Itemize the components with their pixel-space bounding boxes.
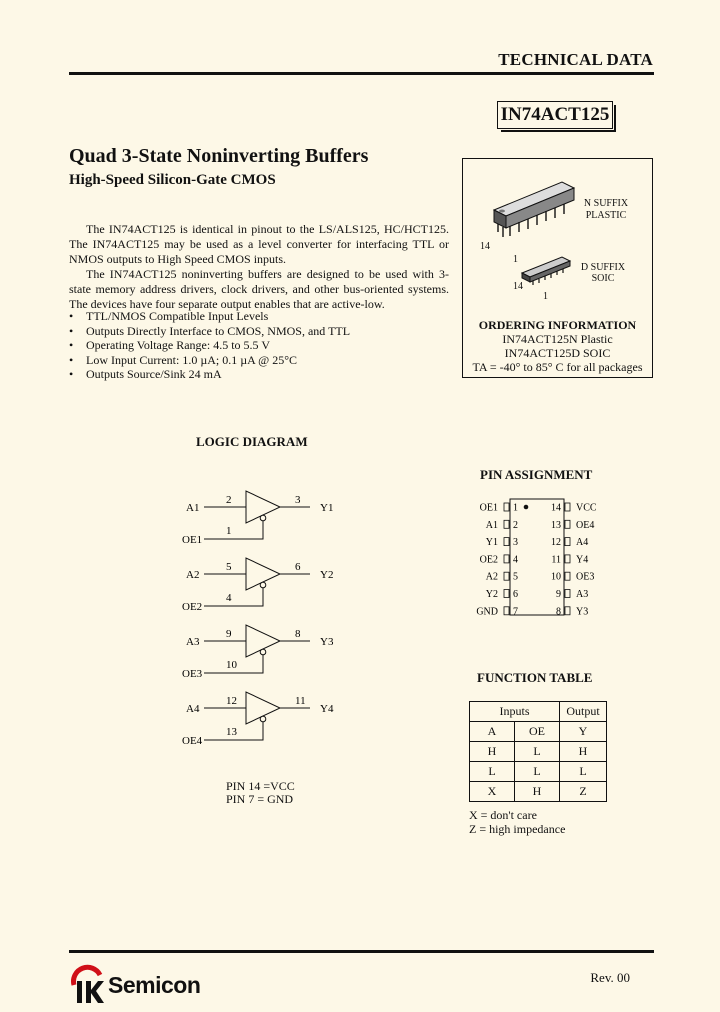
table-cell: X <box>470 782 515 802</box>
logic-diagram <box>170 490 350 750</box>
pin-lead-icon <box>504 520 509 528</box>
feature-item: • Operating Voltage Range: 4.5 to 5.5 V <box>69 338 350 353</box>
gate-enable-label: OE3 <box>182 668 203 680</box>
pin-name-right: A4 <box>576 537 589 549</box>
d-type-label: SOIC <box>591 273 615 284</box>
column-header: OE <box>515 722 560 742</box>
description-paragraph: The IN74ACT125 noninverting buffers are designed to be used with 3-state memory address drivers, clock drivers, and other bus-oriented systems. The devices have four separate output enables that are active-low. <box>69 267 449 311</box>
pin-name-right: OE3 <box>576 571 595 583</box>
ik-logo-icon <box>70 963 110 1007</box>
gate-output-pin: 3 <box>295 494 301 506</box>
pin-name-right: OE4 <box>576 519 595 531</box>
pin-number-right: 14 <box>551 502 561 514</box>
pin-name-left: A1 <box>485 519 498 531</box>
dip-pin14-label: 14 <box>480 241 490 252</box>
pin-name-left: A2 <box>485 571 498 583</box>
pin-number-right: 9 <box>556 589 561 600</box>
header-rule <box>69 72 654 75</box>
gate-enable-pin: 13 <box>226 726 237 738</box>
function-table-notes <box>469 808 565 836</box>
logic-diagram-title: LOGIC DIAGRAM <box>196 434 308 449</box>
pin-name-left: Y2 <box>485 589 498 600</box>
gate-output-pin: 8 <box>295 628 301 640</box>
n-type-label: PLASTIC <box>585 210 627 221</box>
pin-number-left: 2 <box>513 519 518 531</box>
table-row <box>470 782 607 802</box>
pin-name-right: Y3 <box>576 606 589 618</box>
pin-name-left: GND <box>476 606 498 618</box>
feature-item: • Low Input Current: 1.0 µA; 0.1 µA @ 25°C <box>69 353 350 368</box>
pin-note-vcc: PIN 14 =VCC <box>226 779 295 793</box>
gate-enable-label: OE2 <box>182 601 203 613</box>
table-cell: L <box>560 762 607 782</box>
gate-output-label: Y1 <box>320 502 334 514</box>
description-paragraph: The IN74ACT125 is identical in pinout to the LS/ALS125, HC/HCT125. The IN74ACT125 may be used as a level converter for interfacing TTL or NMOS outputs to High Speed CMOS inputs. <box>69 222 449 266</box>
pin-number-left: 7 <box>513 606 518 618</box>
pin-number-right: 8 <box>556 606 561 618</box>
pin-number-left: 1 <box>513 502 518 514</box>
gate-input-label: A2 <box>186 569 200 581</box>
pin1-dot-icon <box>524 505 529 510</box>
gate-enable-pin: 10 <box>226 659 237 671</box>
pin-lead-icon <box>504 590 509 598</box>
feature-item: • TTL/NMOS Compatible Input Levels <box>69 309 350 324</box>
gate-enable-pin: 4 <box>226 592 232 604</box>
pin-lead-icon <box>504 555 509 563</box>
company-logo <box>70 963 260 1007</box>
buffer-gate <box>182 491 333 546</box>
gate-output-pin: 6 <box>295 561 301 573</box>
gate-output-label: Y2 <box>320 569 334 581</box>
page-subtitle: High-Speed Silicon-Gate CMOS <box>69 172 276 188</box>
pin-number-right: 10 <box>551 571 561 583</box>
pin-lead-icon <box>504 572 509 580</box>
dip-package-icon <box>494 182 574 237</box>
pin-lead-icon <box>504 538 509 546</box>
ordering-heading: ORDERING INFORMATION <box>478 318 637 332</box>
enable-bubble-icon <box>260 515 266 521</box>
enable-bubble-icon <box>260 716 266 722</box>
revision-label: Rev. 00 <box>590 970 630 985</box>
enable-bubble-icon <box>260 649 266 655</box>
ordering-line: IN74ACT125N Plastic <box>502 332 613 346</box>
note-high-impedance: Z = high impedance <box>469 822 566 836</box>
table-cell: L <box>515 762 560 782</box>
note-dont-care: X = don't care <box>469 808 537 822</box>
part-number-box: IN74ACT125 <box>497 101 613 129</box>
gate-input-pin: 9 <box>226 628 232 640</box>
gate-input-pin: 12 <box>226 695 237 707</box>
gate-enable-label: OE4 <box>182 735 203 747</box>
pin-name-right: VCC <box>576 502 597 514</box>
pin-lead-icon <box>565 590 570 598</box>
pin-assignment-diagram <box>470 495 620 620</box>
gate-output-label: Y3 <box>320 636 334 648</box>
logo-text: Semicon <box>108 972 201 998</box>
soic-package-icon <box>522 257 570 285</box>
table-cell: L <box>470 762 515 782</box>
table-cell: H <box>470 742 515 762</box>
output-header: Output <box>560 702 607 722</box>
pin-name-left: Y1 <box>485 537 498 549</box>
pin-number-right: 11 <box>551 554 561 566</box>
table-cell: Z <box>560 782 607 802</box>
pin-lead-icon <box>504 607 509 615</box>
ordering-line: TA = -40° to 85° C for all packages <box>472 360 643 374</box>
pin-name-right: Y4 <box>576 554 589 566</box>
inputs-header: Inputs <box>470 702 560 722</box>
pin-number-left: 3 <box>513 537 518 549</box>
pin-name-left: OE2 <box>479 554 498 566</box>
buffer-gate <box>182 692 334 747</box>
table-cell: H <box>515 782 560 802</box>
pin-number-left: 5 <box>513 571 518 583</box>
gate-input-label: A4 <box>186 703 200 715</box>
d-suffix-label: D SUFFIX <box>580 262 626 273</box>
table-row <box>470 762 607 782</box>
pin-lead-icon <box>565 503 570 511</box>
pin-number-left: 4 <box>513 554 518 566</box>
pin-lead-icon <box>565 607 570 615</box>
pin-note-gnd: PIN 7 = GND <box>226 792 294 806</box>
gate-input-label: A3 <box>186 636 200 648</box>
feature-list <box>69 309 350 382</box>
function-table-title: FUNCTION TABLE <box>477 670 593 685</box>
pin-number-left: 6 <box>513 589 518 600</box>
pin-number-right: 13 <box>551 519 561 531</box>
page-title: Quad 3-State Noninverting Buffers <box>69 145 369 167</box>
package-illustration <box>470 170 580 300</box>
pin-lead-icon <box>504 503 509 511</box>
gate-output-pin: 11 <box>295 695 306 707</box>
gate-enable-pin: 1 <box>226 525 232 537</box>
gate-output-label: Y4 <box>320 703 334 715</box>
pin-lead-icon <box>565 572 570 580</box>
buffer-gate <box>182 625 334 680</box>
gate-input-label: A1 <box>186 502 200 514</box>
buffer-gate <box>182 558 333 613</box>
soic-pin1-label: 1 <box>543 291 548 302</box>
n-suffix-label: N SUFFIX <box>583 198 629 209</box>
pin-name-right: A3 <box>576 589 589 600</box>
pin-lead-icon <box>565 538 570 546</box>
feature-item: • Outputs Source/Sink 24 mA <box>69 367 350 382</box>
pin-name-left: OE1 <box>479 502 498 514</box>
pin-number-right: 12 <box>551 537 561 549</box>
column-header: Y <box>560 722 607 742</box>
pin-lead-icon <box>565 520 570 528</box>
gate-enable-label: OE1 <box>182 534 203 546</box>
footer-rule <box>69 950 654 953</box>
pin-note <box>226 780 295 806</box>
header-label: TECHNICAL DATA <box>498 50 653 69</box>
soic-pin14-label: 14 <box>513 281 523 292</box>
gate-input-pin: 2 <box>226 494 232 506</box>
table-row <box>470 742 607 762</box>
gate-input-pin: 5 <box>226 561 232 573</box>
pin-assignment-title: PIN ASSIGNMENT <box>480 467 593 482</box>
function-table <box>469 701 607 802</box>
feature-item: • Outputs Directly Interface to CMOS, NMOS, and TTL <box>69 324 350 339</box>
enable-bubble-icon <box>260 582 266 588</box>
description <box>69 222 449 312</box>
table-cell: L <box>515 742 560 762</box>
dip-pin1-label: 1 <box>513 254 518 265</box>
table-cell: H <box>560 742 607 762</box>
column-header: A <box>470 722 515 742</box>
ordering-line: IN74ACT125D SOIC <box>504 346 611 360</box>
pin-lead-icon <box>565 555 570 563</box>
